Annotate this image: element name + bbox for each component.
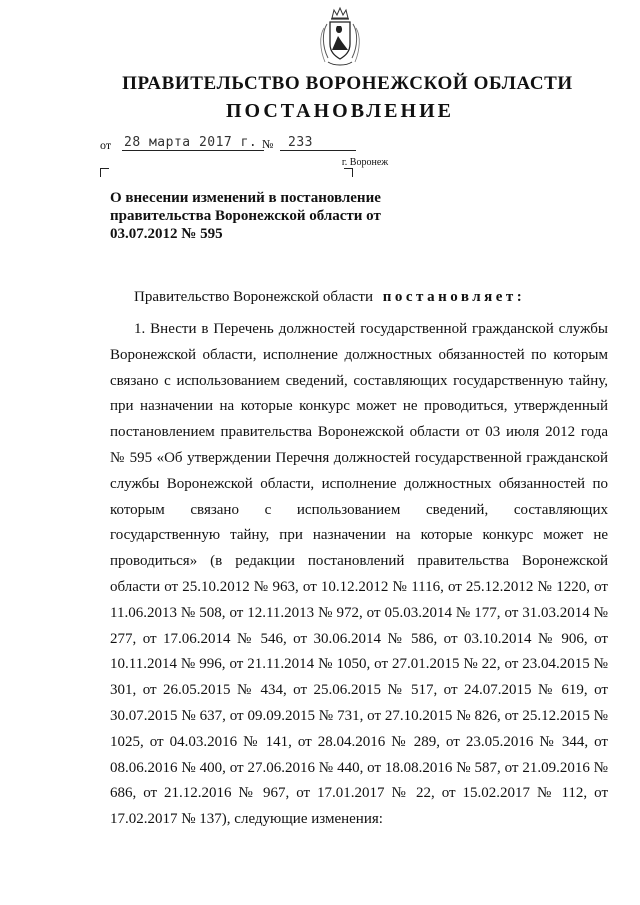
number-value: 233 <box>280 135 356 151</box>
date-number-line <box>100 135 313 153</box>
document-subject: О внесении изменений в постановление правительства Воронежской области от 03.07.2012 № 595 <box>110 190 381 242</box>
city-label: г. Воронеж <box>341 157 389 168</box>
number-label: № <box>262 137 274 151</box>
coat-of-arms-icon <box>318 6 362 68</box>
preamble-verb: постановляет: <box>382 289 526 305</box>
preamble-subject: Правительство Воронежской области <box>134 289 373 305</box>
subject-corner-right <box>344 168 353 177</box>
paragraph-item-1: 1. Внести в Перечень должностей государственной гражданской службы Воронежской области, исполнение должностных обязанностей по которым связано с использованием сведений, составляющих государственную тайну, при назначении на которые конкурс может не проводиться, утвержденный постановлением правительства Воронежской области от 03 июля 2012 года № 595 «Об утверждении Перечня должностей государственной гражданской службы Воронежской области, исполнение должностных обязанностей по которым связано с использованием сведений, составляющих государственную тайну, при назначении на которые конкурс может не проводиться» (в редакции постановлений правительства Воронежской области от 25.10.2012 № 963, от 10.12.2012 № 1116, от 25.12.2012 № 1220, от 11.06.2013 № 508, от 12.11.2013 № 972, от 05.03.2014 № 177, от 31.03.2014 № 277, от 17.06.2014 № 546, от 30.06.2014 № 586, от 03.10.2014 № 906, от 10.11.2014 № 996, от 21.11.2014 № 1050, от 27.01.2015 № 22, от 23.04.2015 № 301, от 26.05.2015 № 434, от 25.06.2015 № 517, от 24.07.2015 № 619, от 30.07.2015 № 637, от 09.09.2015 № 731, от 27.10.2015 № 826, от 25.12.2015 № 1025, от 04.03.2016 № 141, от 28.04.2016 № 289, от 23.05.2016 № 344, от 08.06.2016 № 400, от 27.06.2016 № 440, от 18.08.2016 № 587, от 21.09.2016 № 686, от 21.12.2016 № 967, от 17.01.2017 № 22, от 15.02.2017 № 112, от 17.02.2017 № 137), следующие изменения: <box>110 321 608 828</box>
subject-corner-left <box>100 168 109 177</box>
document-type-title: ПОСТАНОВЛЕНИЕ <box>226 100 454 122</box>
government-name: ПРАВИТЕЛЬСТВО ВОРОНЕЖСКОЙ ОБЛАСТИ <box>122 73 573 94</box>
preamble <box>134 289 525 306</box>
date-label: от <box>100 138 112 152</box>
date-value: 28 марта 2017 г. <box>122 135 264 151</box>
